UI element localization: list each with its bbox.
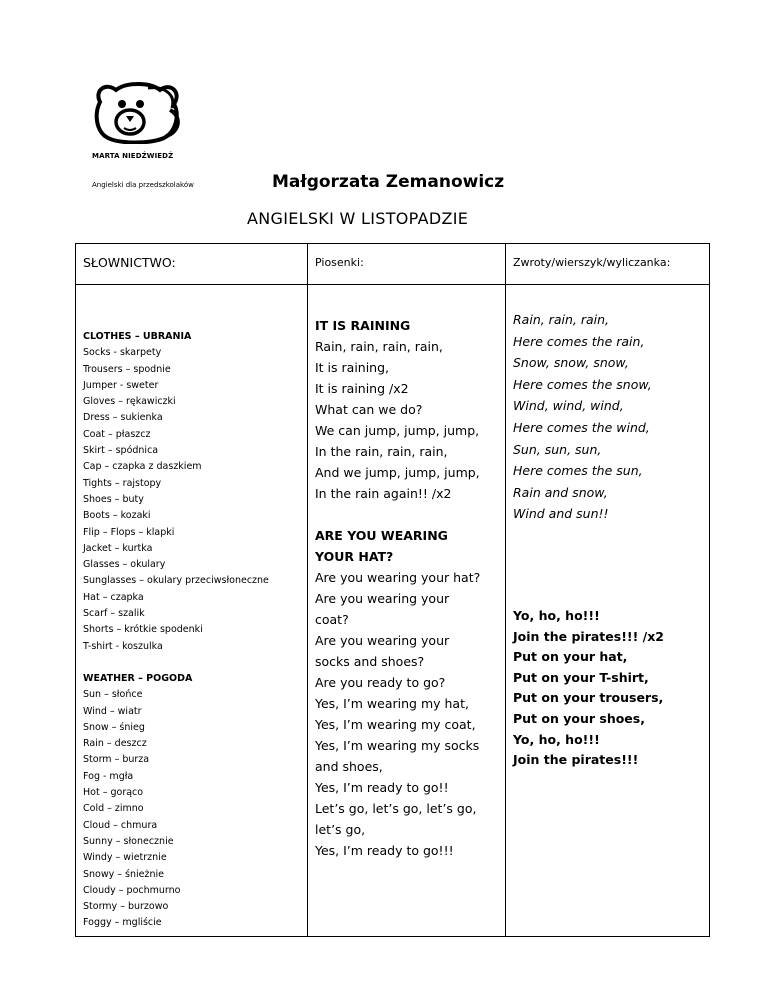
vocab-item: Sun – słońce bbox=[83, 689, 143, 701]
vocabulary-cell bbox=[76, 285, 308, 937]
vocab-item: Boots – kozaki bbox=[83, 510, 151, 522]
vocab-item: Tights – rajstopy bbox=[83, 477, 162, 489]
poem-line: Here comes the rain, bbox=[513, 333, 645, 349]
chant-line: Put on your trousers, bbox=[513, 690, 664, 706]
vocab-item: Scarf – szalik bbox=[83, 608, 145, 620]
poem-line: Wind and sun!! bbox=[513, 506, 609, 522]
vocab-item: Windy – wietrznie bbox=[83, 852, 167, 864]
songs-cell bbox=[308, 285, 506, 937]
clothes-heading: CLOTHES – UBRANIA bbox=[83, 331, 192, 342]
lyric-line: Let’s go, let’s go, let’s go, bbox=[315, 801, 477, 816]
table-body-row bbox=[76, 285, 710, 937]
song1-title: IT IS RAINING bbox=[315, 318, 411, 333]
lyric-line: let’s go, bbox=[315, 822, 366, 837]
vocab-item: Jumper - sweter bbox=[83, 379, 159, 391]
lyric-line: It is raining /x2 bbox=[315, 381, 409, 396]
vocab-item: Cloud – chmura bbox=[83, 819, 158, 831]
lyric-line: Are you ready to go? bbox=[315, 675, 446, 690]
vocab-item: Foggy – mgliście bbox=[83, 917, 162, 929]
pirates-chant bbox=[513, 606, 709, 771]
header-cell-songs bbox=[308, 244, 506, 285]
lyric-line: Yes, I’m wearing my socks bbox=[315, 738, 480, 753]
lyric-line: and shoes, bbox=[315, 759, 383, 774]
vocab-item: Coat – płaszcz bbox=[83, 428, 151, 440]
chant-line: Put on your hat, bbox=[513, 649, 628, 665]
lyric-line: In the rain, rain, rain, bbox=[315, 444, 448, 459]
vocab-item: Sunglasses – okulary przeciwsłoneczne bbox=[83, 575, 269, 587]
lyric-line: Rain, rain, rain, rain, bbox=[315, 339, 443, 354]
subtitle-small: Angielski dla przedszkolaków bbox=[92, 181, 194, 189]
poem-line: Here comes the wind, bbox=[513, 419, 650, 435]
vocab-item: Snowy – śnieżnie bbox=[83, 868, 164, 880]
song2-title-line: ARE YOU WEARING bbox=[315, 528, 448, 543]
document-title: ANGIELSKI W LISTOPADZIE bbox=[247, 209, 469, 228]
vocab-item: Flip – Flops – klapki bbox=[83, 526, 175, 538]
table-header-row bbox=[76, 244, 710, 285]
vocab-item: Cap – czapka z daszkiem bbox=[83, 461, 202, 473]
vocab-item: Jacket – kurtka bbox=[83, 542, 153, 554]
lyric-line: Yes, I’m wearing my hat, bbox=[315, 696, 469, 711]
vocab-item: T-shirt - koszulka bbox=[83, 640, 163, 652]
vocab-item: Rain – deszcz bbox=[83, 738, 147, 750]
lyric-line: And we jump, jump, jump, bbox=[315, 465, 480, 480]
chant-line: Yo, ho, ho!!! bbox=[513, 607, 600, 623]
poem-line: Here comes the snow, bbox=[513, 376, 652, 392]
header-phrases: Zwroty/wierszyk/wyliczanka: bbox=[513, 256, 671, 269]
author-small: MARTA NIEDŹWIEDŹ bbox=[92, 152, 174, 160]
vocab-item: Glasses – okulary bbox=[83, 559, 166, 571]
vocab-item: Sunny – słonecznie bbox=[83, 835, 174, 847]
lyric-line: Are you wearing your hat? bbox=[315, 570, 481, 585]
header-songs: Piosenki: bbox=[315, 256, 364, 269]
document-author: Małgorzata Zemanowicz bbox=[272, 172, 505, 192]
song1-lyrics bbox=[315, 336, 505, 504]
vocab-item: Cold – zimno bbox=[83, 803, 144, 815]
poem-line: Here comes the sun, bbox=[513, 463, 643, 479]
vocab-item: Snow – śnieg bbox=[83, 721, 145, 733]
lyric-line: What can we do? bbox=[315, 402, 423, 417]
lyric-line: socks and shoes? bbox=[315, 654, 425, 669]
lyric-line: In the rain again!! /x2 bbox=[315, 486, 452, 501]
chant-line: Put on your shoes, bbox=[513, 710, 645, 726]
poem-line: Rain, rain, rain, bbox=[513, 312, 609, 327]
chant-line: Join the pirates!!! /x2 bbox=[513, 628, 664, 644]
vocab-item: Fog - mgła bbox=[83, 770, 134, 782]
song2-title-line: YOUR HAT? bbox=[315, 549, 394, 564]
chant-line: Yo, ho, ho!!! bbox=[513, 731, 600, 747]
lyric-line: Are you wearing your bbox=[315, 633, 450, 648]
poem bbox=[513, 309, 709, 525]
vocab-item: Storm – burza bbox=[83, 754, 150, 766]
vocab-item: Stormy – burzowo bbox=[83, 901, 169, 913]
vocab-item: Wind – wiatr bbox=[83, 705, 142, 717]
chant-line: Put on your T-shirt, bbox=[513, 669, 649, 685]
poem-line: Snow, snow, snow, bbox=[513, 355, 629, 371]
weather-heading: WEATHER – POGODA bbox=[83, 672, 193, 684]
vocab-item: Hot – gorąco bbox=[83, 787, 144, 799]
vocab-item: Cloudy – pochmurno bbox=[83, 884, 181, 896]
bear-logo-icon bbox=[90, 80, 182, 144]
lyric-line: We can jump, jump, jump, bbox=[315, 423, 480, 438]
header-vocabulary: SŁOWNICTWO: bbox=[83, 255, 176, 270]
header-cell-vocabulary bbox=[76, 244, 308, 285]
lyric-line: Yes, I’m ready to go!!! bbox=[315, 843, 454, 858]
vocab-item: Shorts – krótkie spodenki bbox=[83, 624, 203, 636]
weather-list bbox=[83, 687, 307, 931]
vocab-item: Socks - skarpety bbox=[83, 347, 162, 359]
vocab-item: Hat – czapka bbox=[83, 591, 144, 603]
poem-line: Sun, sun, sun, bbox=[513, 441, 602, 457]
poem-line: Rain and snow, bbox=[513, 484, 608, 500]
poem-line: Wind, wind, wind, bbox=[513, 398, 624, 414]
vocab-item: Trousers – spodnie bbox=[83, 363, 171, 375]
vocab-item: Gloves – rękawiczki bbox=[83, 396, 176, 408]
vocab-item: Dress – sukienka bbox=[83, 412, 163, 424]
lyric-line: coat? bbox=[315, 612, 349, 627]
phrases-cell bbox=[506, 285, 710, 937]
lyric-line: Yes, I’m wearing my coat, bbox=[315, 717, 476, 732]
vocab-item: Skirt – spódnica bbox=[83, 445, 159, 457]
lyric-line: It is raining, bbox=[315, 360, 390, 375]
vocab-item: Shoes – buty bbox=[83, 493, 144, 505]
lyric-line: Yes, I’m ready to go!! bbox=[315, 780, 449, 795]
clothes-list bbox=[83, 345, 307, 655]
chant-line: Join the pirates!!! bbox=[513, 752, 639, 768]
content-table bbox=[75, 243, 710, 937]
song2-lyrics bbox=[315, 567, 505, 861]
lyric-line: Are you wearing your bbox=[315, 591, 450, 606]
header-cell-phrases bbox=[506, 244, 710, 285]
